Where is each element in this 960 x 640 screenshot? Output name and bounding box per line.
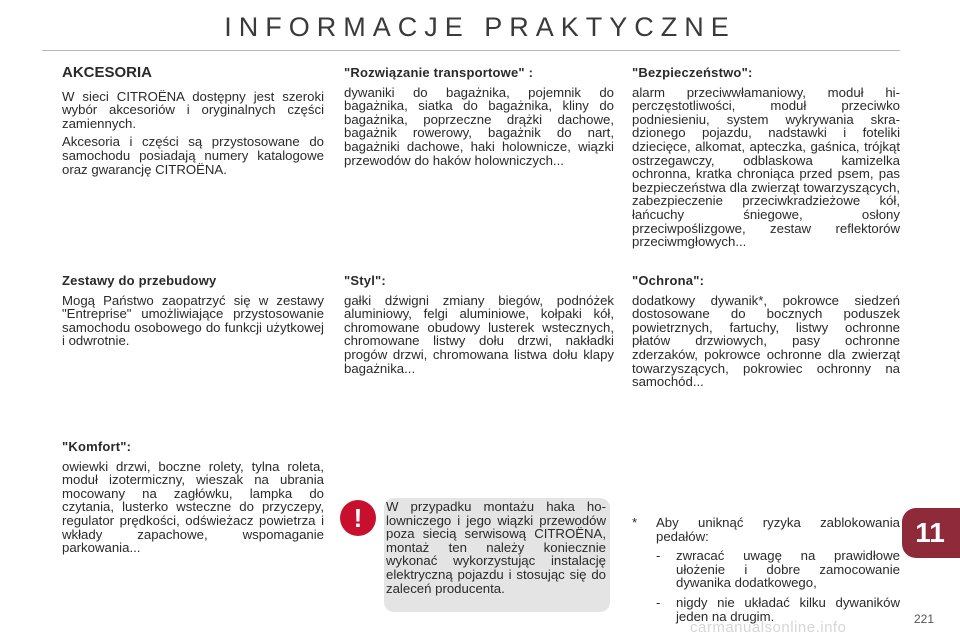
conversion-kits-section — [62, 274, 324, 353]
safety-heading: "Bezpieczeństwo": — [632, 65, 753, 80]
accessories-paragraph-1: W sieci CITROËNA dostępny jest szeroki wybór akcesoriów i oryginalnych części zamiennych. — [62, 88, 324, 131]
page-number: 221 — [914, 612, 935, 626]
warning-exclamation-icon: ! — [340, 500, 376, 536]
protection-text: dodatkowy dywanik*, pokrowce siedzeń dostosowane do bocznych poduszek powietrznych, fartuchy, listwy ochronne płatów drzwiowych, pasy ochronne zderzaków, pokrowce ochronne dla zwierząt towarzyszących, pokrowiec ochronny na samochód... — [632, 292, 900, 390]
footnote-item-text: nigdy nie układać kilku dywaników jeden na drugim. — [676, 594, 900, 624]
safety-section — [632, 66, 900, 254]
footnote-item-text: zwracać uwagę na prawidłowe ułożenie i dobre zamocowanie dywanika dodatkowego, — [676, 548, 900, 591]
protection-heading: "Ochrona": — [632, 273, 705, 288]
safety-text: alarm przeciwwłamaniowy, moduł hiperczęstotliwości, moduł przeciwko podniesieniu, system wykrywania skradzionego pojazdu, nadstawki i foteliki dziecięce, alkomat, apteczka, gaśnica, trójkąt ostrzegawczy, odblaskowa kamizelka ochronna, kratka chroniąca przed psem, pas bezpieczeństwa dla zwierząt towarzyszących, zabezpieczenie przeciwkradzieżowe kół, łańcuchy śniegowe, osłony przeciwpoślizgowe, zestaw reflektorów przeciwmgłowych... — [632, 84, 900, 250]
footnote-dash: - — [656, 548, 661, 564]
footnote-intro: Aby uniknąć ryzyka zablokowania pedałów: — [656, 515, 900, 544]
footnote-dash: - — [656, 594, 661, 610]
conversion-kits-text: Mogą Państwo zaopatrzyć się w zestawy "Entreprise" umożliwiające przystosowanie samochodu osobowego do funkcji użytkowej i odwrotnie. — [62, 292, 324, 349]
accessories-heading: AKCESORIA — [62, 64, 153, 81]
transport-section — [344, 66, 614, 172]
warning-text: W przypadku montażu haka holowniczego i jego wiązki przewodów poza siecią serwisową CITROËNA, montaż ten należy koniecznie wykonać wykorzystując instalację elektryczną pojazdu i stosując się do zaleceń producenta. — [386, 499, 606, 596]
footnote-asterisk: * — [632, 515, 638, 530]
chapter-tab: 11 — [902, 508, 960, 558]
watermark: carmanualsonline.info — [690, 619, 847, 636]
comfort-text: owiewki drzwi, boczne rolety, tylna roleta, moduł izotermiczny, wieszak na ubrania mocowany na zagłówku, lampka do czytania, lusterko wsteczne do przyczepy, regulator prędkości, odświeżacz powietrza i wkłady zapachowe, wspomaganie parkowania... — [62, 458, 324, 556]
comfort-section — [62, 440, 324, 560]
accessories-intro-section — [62, 66, 324, 181]
style-heading: "Styl": — [344, 273, 386, 288]
header-divider — [42, 50, 900, 51]
footnote-list-item — [656, 549, 900, 590]
transport-heading: "Rozwiązanie transportowe" : — [344, 65, 534, 80]
style-text: gałki dźwigni zmiany biegów, podnóżek aluminiowy, felgi aluminiowe, kołpaki kół, chromowane obudowy lusterek wstecznych, chromowane listwy dołu drzwi, nakładki progów drzwi, chromowana listwa dołu klapy bagażnika... — [344, 292, 614, 376]
footnote — [632, 516, 900, 629]
style-section — [344, 274, 614, 380]
accessories-paragraph-2: Akcesoria i części są przystosowane do samochodu posiadają numery katalogowe oraz gwarancję CITROËNA. — [62, 134, 324, 177]
comfort-heading: "Komfort": — [62, 439, 132, 454]
conversion-kits-heading: Zestawy do przebudowy — [62, 273, 217, 288]
protection-section — [632, 274, 900, 394]
page-title: INFORMACJE PRAKTYCZNE — [224, 12, 736, 42]
transport-text: dywaniki do bagażnika, pojemnik do bagażnika, siatka do bagażnika, kliny do bagażnika, poprzeczne drążki dachowe, bagażnik rowerowy, bagażnik do nart, bagażniki dachowe, haki holownicze, wiązki przewodów do haków holowniczych... — [344, 84, 614, 168]
